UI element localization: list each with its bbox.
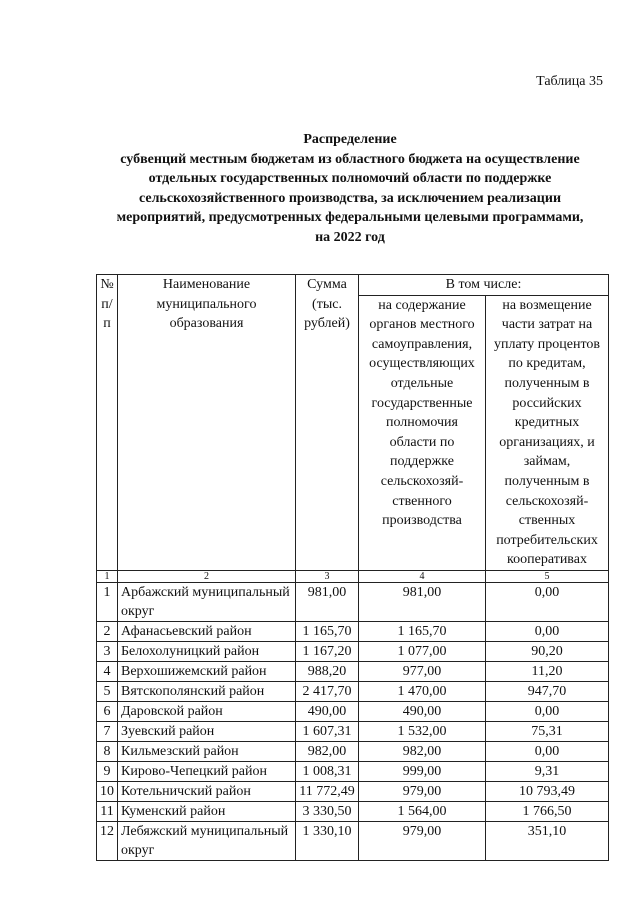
title-line: сельскохозяйственного производства, за исключением реализации	[138, 190, 562, 206]
sum-value: 1 008,31	[296, 761, 359, 781]
table-row	[97, 741, 609, 761]
title-line: отдельных государственных полномочий области по поддержке	[148, 171, 552, 186]
row-number: 4	[97, 661, 118, 681]
title-line: на 2022 год	[315, 229, 385, 245]
col5-value: 0,00	[486, 741, 609, 761]
municipality-name: Афанасьевский район	[118, 621, 296, 641]
table-row	[97, 641, 609, 661]
row-number: 12	[97, 821, 118, 860]
col4-value: 979,00	[359, 821, 486, 860]
subsidy-table	[96, 274, 609, 861]
row-number: 5	[97, 681, 118, 701]
table-row	[97, 661, 609, 681]
column-number-row	[97, 570, 609, 582]
column-number: 5	[486, 570, 609, 582]
col4-value: 490,00	[359, 701, 486, 721]
municipality-name: Зуевский район	[118, 721, 296, 741]
municipality-name: Верхошижемский район	[118, 661, 296, 681]
col5-value: 75,31	[486, 721, 609, 741]
col5-value: 11,20	[486, 661, 609, 681]
municipality-name: Котельничский район	[118, 781, 296, 801]
col4-value: 999,00	[359, 761, 486, 781]
column-number: 4	[359, 570, 486, 582]
title-line: субвенций местным бюджетам из областного бюджета на осуществление	[120, 151, 580, 167]
table-row	[97, 681, 609, 701]
header-name: Наименование муниципального образования	[118, 275, 296, 571]
title-line: мероприятий, предусмотренных федеральными целевыми программами,	[116, 210, 584, 225]
col5-value: 0,00	[486, 582, 609, 621]
table-label: Таблица 35	[536, 74, 603, 89]
row-number: 11	[97, 801, 118, 821]
col5-value: 1 766,50	[486, 801, 609, 821]
col4-value: 1 564,00	[359, 801, 486, 821]
municipality-name: Кирово-Чепецкий район	[118, 761, 296, 781]
col5-value: 9,31	[486, 761, 609, 781]
header-sum: Сумма (тыс. рублей)	[296, 275, 359, 571]
municipality-name: Куменский район	[118, 801, 296, 821]
table-row	[97, 721, 609, 741]
column-number: 2	[118, 570, 296, 582]
col4-value: 981,00	[359, 582, 486, 621]
sum-value: 2 417,70	[296, 681, 359, 701]
sum-value: 490,00	[296, 701, 359, 721]
municipality-name: Кильмезский район	[118, 741, 296, 761]
table-row	[97, 621, 609, 641]
table-row	[97, 801, 609, 821]
title-line: Распределение	[303, 132, 397, 147]
header-including: В том числе:	[359, 275, 609, 296]
col5-value: 947,70	[486, 681, 609, 701]
row-number: 2	[97, 621, 118, 641]
col4-value: 1 165,70	[359, 621, 486, 641]
header-col4: на содержание органов местного самоуправления, осуществляющих отдельные государственные полномочия области по поддержке сельскохозяй-ственного производства	[359, 295, 486, 570]
table-row	[97, 761, 609, 781]
document-title	[80, 130, 620, 247]
table-row	[97, 781, 609, 801]
row-number: 6	[97, 701, 118, 721]
header-row	[97, 275, 609, 296]
row-number: 10	[97, 781, 118, 801]
col5-value: 0,00	[486, 621, 609, 641]
col4-value: 982,00	[359, 741, 486, 761]
col4-value: 1 532,00	[359, 721, 486, 741]
table-row	[97, 582, 609, 621]
header-col5: на возмещение части затрат на уплату процентов по кредитам, полученным в российских кредитных организациях, и займам, полученным в сельскохозяй-ственных потребительских кооперативах	[486, 295, 609, 570]
sum-value: 1 167,20	[296, 641, 359, 661]
column-number: 3	[296, 570, 359, 582]
column-number: 1	[97, 570, 118, 582]
sum-value: 1 607,31	[296, 721, 359, 741]
table-row	[97, 821, 609, 860]
table-row	[97, 701, 609, 721]
sum-value: 981,00	[296, 582, 359, 621]
municipality-name: Даровской район	[118, 701, 296, 721]
row-number: 1	[97, 582, 118, 621]
col5-value: 10 793,49	[486, 781, 609, 801]
municipality-name: Лебяжский муниципальный округ	[118, 821, 296, 860]
row-number: 8	[97, 741, 118, 761]
col5-value: 351,10	[486, 821, 609, 860]
col4-value: 979,00	[359, 781, 486, 801]
row-number: 3	[97, 641, 118, 661]
col5-value: 0,00	[486, 701, 609, 721]
header-num: № п/п	[97, 275, 118, 571]
municipality-name: Вятскополянский район	[118, 681, 296, 701]
col4-value: 977,00	[359, 661, 486, 681]
municipality-name: Арбажский муниципальный округ	[118, 582, 296, 621]
sum-value: 1 330,10	[296, 821, 359, 860]
sum-value: 982,00	[296, 741, 359, 761]
municipality-name: Белохолуницкий район	[118, 641, 296, 661]
row-number: 7	[97, 721, 118, 741]
col5-value: 90,20	[486, 641, 609, 661]
sum-value: 3 330,50	[296, 801, 359, 821]
col4-value: 1 470,00	[359, 681, 486, 701]
sum-value: 1 165,70	[296, 621, 359, 641]
row-number: 9	[97, 761, 118, 781]
col4-value: 1 077,00	[359, 641, 486, 661]
sum-value: 988,20	[296, 661, 359, 681]
sum-value: 11 772,49	[296, 781, 359, 801]
